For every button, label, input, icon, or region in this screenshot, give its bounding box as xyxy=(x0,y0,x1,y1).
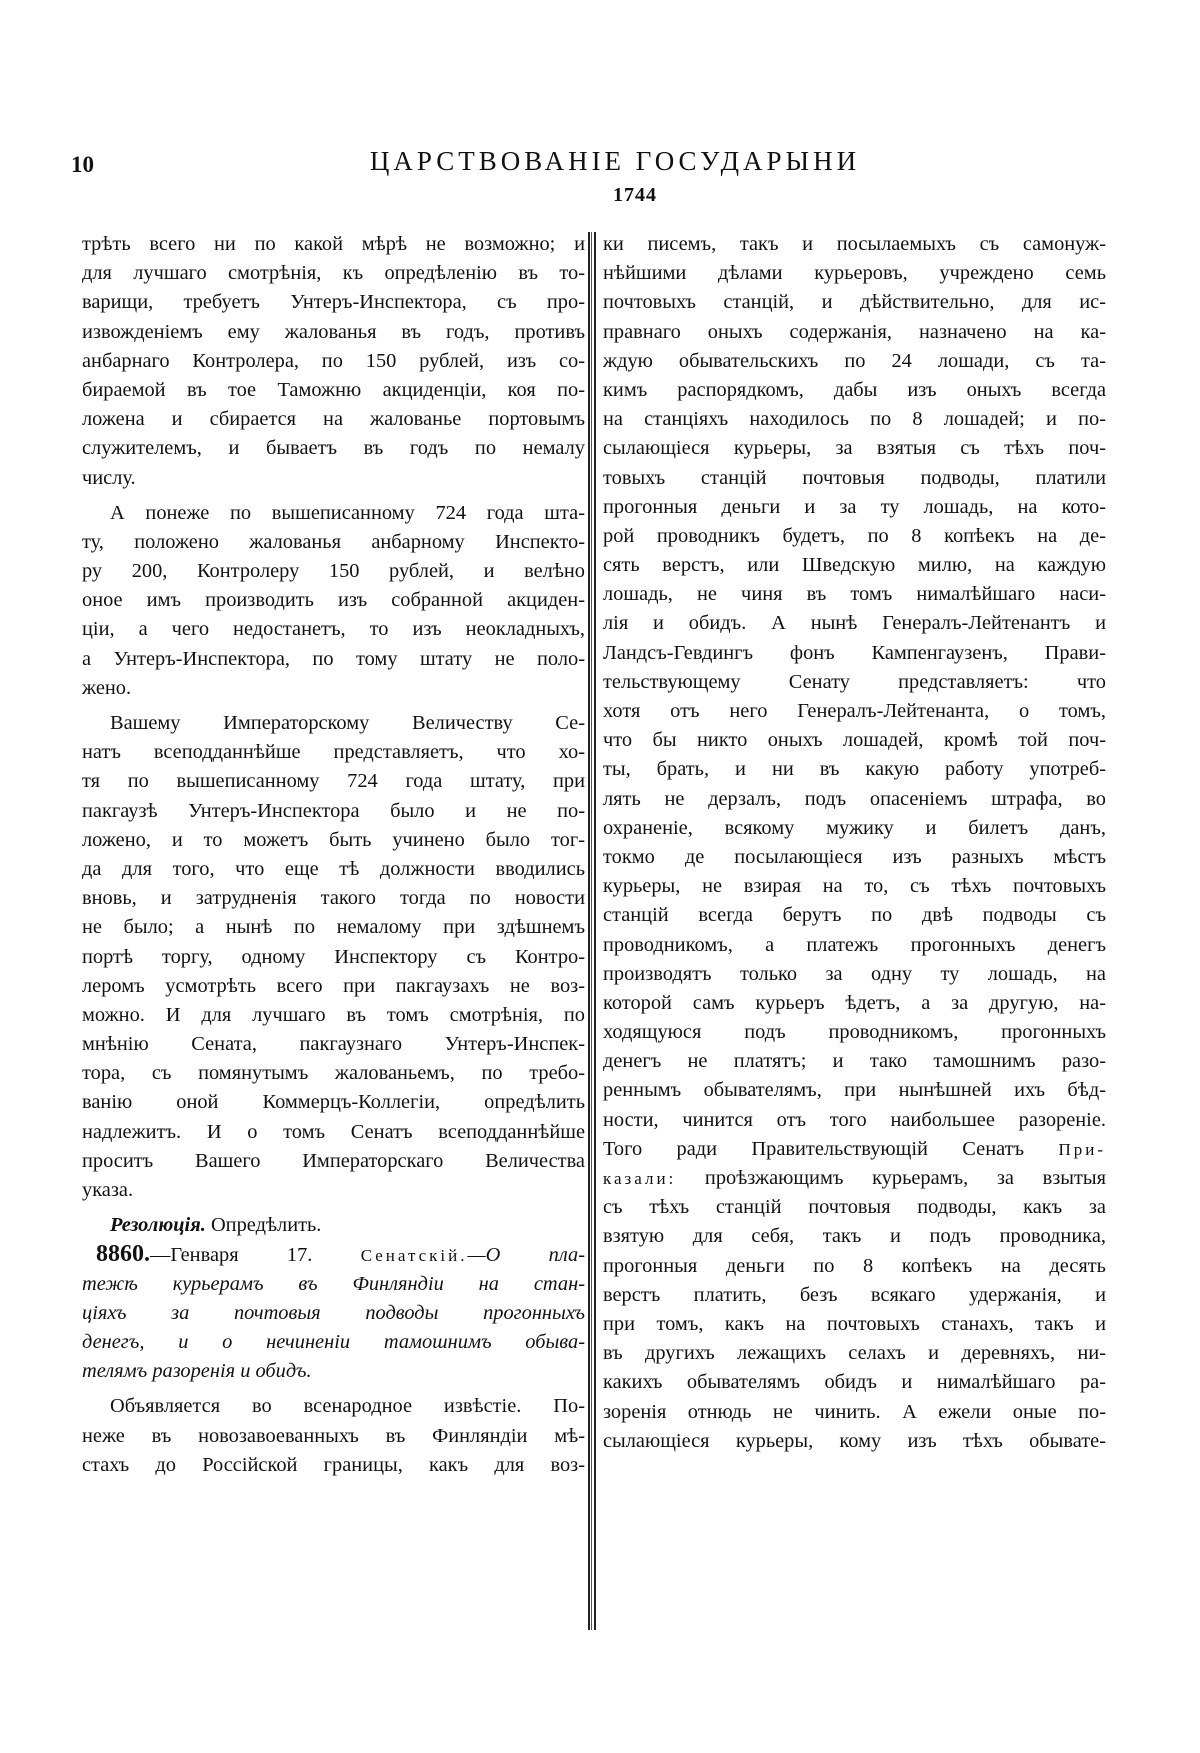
text-line: ціи, а чего недостанетъ, то изъ неокладныхъ, xyxy=(82,618,585,641)
right-column xyxy=(603,230,1106,1456)
decree-title-line: ціяхъ за почтовыя подводы прогонныхъ xyxy=(82,1301,585,1324)
decree-type: Сенатскій. xyxy=(360,1246,468,1266)
running-title: ЦАРСТВОВАНІЕ ГОСУДАРЫНИ xyxy=(369,146,861,176)
text-line: ру 200, Контролеру 150 рублей, и велѣно xyxy=(82,560,585,583)
decree-date: —Генваря 17. xyxy=(150,1244,313,1267)
text-line: Вашему Императорскому Величеству Се- xyxy=(110,712,585,734)
text-segment: Того ради Правительствующій Сенатъ xyxy=(603,1137,1059,1160)
text-line: рой проводникъ будетъ, по 8 копѣекъ на де- xyxy=(603,524,1106,547)
text-line: а Унтеръ-Инспектора, по тому штату не поло- xyxy=(82,647,585,670)
text-line: верстъ платить, безъ всякаго удержанія, и xyxy=(603,1283,1106,1306)
decree-title-start: —О пла- xyxy=(467,1244,585,1267)
text-line: числу. xyxy=(82,466,136,489)
text-line: не было; а нынѣ по немалому при здѣшнемъ xyxy=(82,916,585,939)
text-line: тора, съ помянутымъ жалованьемъ, по требо- xyxy=(82,1062,585,1085)
text-line: вновь, и затрудненія такого тогда по новости xyxy=(82,887,585,910)
paragraph-4 xyxy=(82,1392,585,1480)
text-line: для лучшаго смотрѣнія, къ опредѣленію въ то- xyxy=(82,262,585,285)
paragraph-3 xyxy=(82,709,585,1205)
text-line: прогонныя деньги и за ту лошадь, на кото- xyxy=(603,495,1106,518)
decree-heading xyxy=(82,1240,585,1269)
text-line: да для того, что еще тѣ должности вводились xyxy=(82,857,585,880)
text-line: натъ всеподданнѣйше представляетъ, что хо- xyxy=(82,741,585,764)
text-line: пакгаузѣ Унтеръ-Инспектора было и не по- xyxy=(82,799,585,822)
text-line: какихъ обывателямъ обидъ и нималѣйшаго ра- xyxy=(603,1371,1106,1394)
text-line: курьеры, не взирая на то, съ тѣхъ почтовыхъ xyxy=(603,875,1106,898)
text-line: А понеже по вышеписанному 724 года шта- xyxy=(110,501,585,524)
decree-number: 8860. xyxy=(96,1241,150,1268)
text-line: проводникомъ, а платежъ прогонныхъ денегъ xyxy=(603,933,1106,956)
text-line: можно. И для лучшаго въ томъ смотрѣнія, по xyxy=(82,1003,585,1026)
column-divider xyxy=(588,232,596,1630)
text-line: съ тѣхъ станцій почтовыя подводы, какъ за xyxy=(603,1196,1106,1219)
page-number: 10 xyxy=(71,152,94,177)
text-line: проситъ Вашего Императорскаго Величества xyxy=(82,1149,585,1172)
text-line: анбарнаго Контролера, по 150 рублей, изъ со- xyxy=(82,349,585,372)
text-line: реннымъ обывателямъ, при нынѣшней ихъ бѣд- xyxy=(603,1079,1106,1102)
text-line: служителемъ, и бываетъ въ годъ по немалу xyxy=(82,437,585,460)
text-line: прогонныя деньги по 8 копѣекъ на десять xyxy=(603,1254,1106,1277)
text-line: леромъ усмотрѣть всего при пакгаузахъ не воз- xyxy=(82,974,585,997)
prikazali-spaced: казали: xyxy=(603,1169,677,1188)
paragraph-2 xyxy=(82,499,585,703)
text-line: на станціяхъ находилось по 8 лошадей; и по- xyxy=(603,408,1106,431)
text-line: варищи, требуетъ Унтеръ-Инспектора, съ про- xyxy=(82,291,585,314)
text-line: ности, чинится отъ того наибольшее разореніе. xyxy=(603,1108,1106,1131)
text-line: стахъ до Россійской границы, какъ для воз- xyxy=(82,1453,585,1476)
text-line: тельствующему Сенату представляетъ: что xyxy=(603,670,1106,693)
text-line: ходящуюся подъ проводникомъ, прогонныхъ xyxy=(603,1021,1106,1044)
text-line: неже въ новозавоеванныхъ въ Финляндіи мѣ- xyxy=(82,1424,585,1447)
text-line: ждую обывательскихъ по 24 лошади, съ та- xyxy=(603,349,1106,372)
text-line: при томъ, какъ на почтовыхъ станахъ, такъ и xyxy=(603,1312,1106,1335)
text-line: жено. xyxy=(82,676,132,699)
text-line: указа. xyxy=(82,1179,134,1201)
text-line: которой самъ курьеръ ѣдетъ, а за другую, на- xyxy=(603,991,1106,1014)
text-line: ки писемъ, такъ и посылаемыхъ съ самонуж- xyxy=(603,233,1106,255)
text-line: лять не дерзалъ, подъ опасеніемъ штрафа, во xyxy=(603,787,1106,810)
text-line: надлежитъ. И о томъ Сенатъ всеподданнѣйше xyxy=(82,1120,585,1143)
text-line: оное имъ производить изъ собранной акциден- xyxy=(82,589,585,612)
text-line: Объявляется во всенародное извѣстіе. По- xyxy=(110,1395,585,1418)
text-line: лошадь, не чиня въ томъ нималѣйшаго наси- xyxy=(603,583,1106,606)
resolution xyxy=(82,1211,585,1240)
paragraph-1 xyxy=(82,230,585,493)
text-line: кимъ распорядкомъ, дабы изъ оныхъ всегда xyxy=(603,378,1106,401)
prikazali-spaced: При- xyxy=(1058,1139,1106,1159)
text-line: въ другихъ лежащихъ селахъ и деревняхъ, ни- xyxy=(603,1342,1106,1365)
text-line: производятъ только за одну ту лошадь, на xyxy=(603,962,1106,985)
text-segment: проѣзжающимъ курьерамъ, за взытыя xyxy=(676,1167,1106,1189)
text-line: извожденіемъ ему жалованья въ годъ, противъ xyxy=(82,320,585,343)
text-line: Ландсъ-Гевдингъ фонъ Кампенгаузенъ, Прави- xyxy=(603,641,1106,664)
decree-title-line: тежѣ курьерамъ въ Финляндіи на стан- xyxy=(82,1272,585,1295)
text-line: ложена и сбирается на жалованье портовымъ xyxy=(82,408,585,431)
text-line: сылающіеся курьеры, за взятыя съ тѣхъ поч- xyxy=(603,437,1106,460)
text-line: зоренія отнюдь не чинить. А ежели оные по- xyxy=(603,1400,1106,1423)
resolution-label: Резолюція. xyxy=(110,1214,206,1237)
text-line: денегъ не платятъ; и тако тамошнимъ разо- xyxy=(603,1050,1106,1073)
year-heading: 1744 xyxy=(613,184,657,206)
decree-title-line: телямъ разоренія и обидъ. xyxy=(82,1360,312,1383)
text-line: бираемой въ тое Таможню акциденціи, коя по- xyxy=(82,378,585,401)
text-line: товыхъ станцій почтовыя подводы, платили xyxy=(603,466,1106,489)
text-line-prikazali xyxy=(603,1135,1106,1164)
text-line-prikazali-cont xyxy=(603,1164,1106,1193)
resolution-text: Опредѣлить. xyxy=(210,1214,322,1237)
text-line: трѣть всего ни по какой мѣрѣ не возможно; и xyxy=(82,233,585,255)
text-line: сылающіеся курьеры, кому изъ тѣхъ обывате- xyxy=(603,1429,1106,1452)
text-line: сять верстъ, или Шведскую милю, на каждую xyxy=(603,554,1106,577)
text-line: ванію оной Коммерцъ-Коллегіи, опредѣлить xyxy=(82,1091,585,1114)
decree-entry xyxy=(82,1240,585,1386)
text-line: тя по вышеписанному 724 года штату, при xyxy=(82,770,585,793)
text-line: взятую для себя, такъ и подъ проводника, xyxy=(603,1225,1106,1248)
text-line: токмо де посылающіеся изъ разныхъ мѣстъ xyxy=(603,845,1106,868)
text-line: лія и обидъ. А нынѣ Генералъ-Лейтенантъ и xyxy=(603,612,1106,635)
left-column xyxy=(82,230,585,1480)
text-line: портѣ торгу, одному Инспектору съ Контро- xyxy=(82,945,585,968)
text-line: хотя отъ него Генералъ-Лейтенанта, о томъ, xyxy=(603,700,1106,722)
text-line: что бы никто оныхъ лошадей, кромѣ той поч- xyxy=(603,729,1106,752)
text-line: станцій всегда берутъ по двѣ подводы съ xyxy=(603,904,1106,927)
text-line: ту, положено жалованья анбарному Инспекто- xyxy=(82,530,585,553)
decree-title-line: денегъ, и о нечиненіи тамошнимъ обыва- xyxy=(82,1330,585,1353)
text-line: ты, брать, и ни въ какую работу употреб- xyxy=(603,758,1106,781)
text-line: мнѣнію Сената, пакгаузнаго Унтеръ-Инспек- xyxy=(82,1033,585,1056)
text-line: охраненіе, всякому мужику и билетъ данъ, xyxy=(603,816,1106,839)
text-line: правнаго оныхъ содержанія, назначено на ка- xyxy=(603,320,1106,343)
text-line: нѣйшими дѣлами курьеровъ, учреждено семь xyxy=(603,262,1106,285)
text-line: почтовыхъ станцій, и дѣйствительно, для ис- xyxy=(603,291,1106,314)
text-line: ложено, и то можетъ быть учинено было тог- xyxy=(82,828,585,851)
